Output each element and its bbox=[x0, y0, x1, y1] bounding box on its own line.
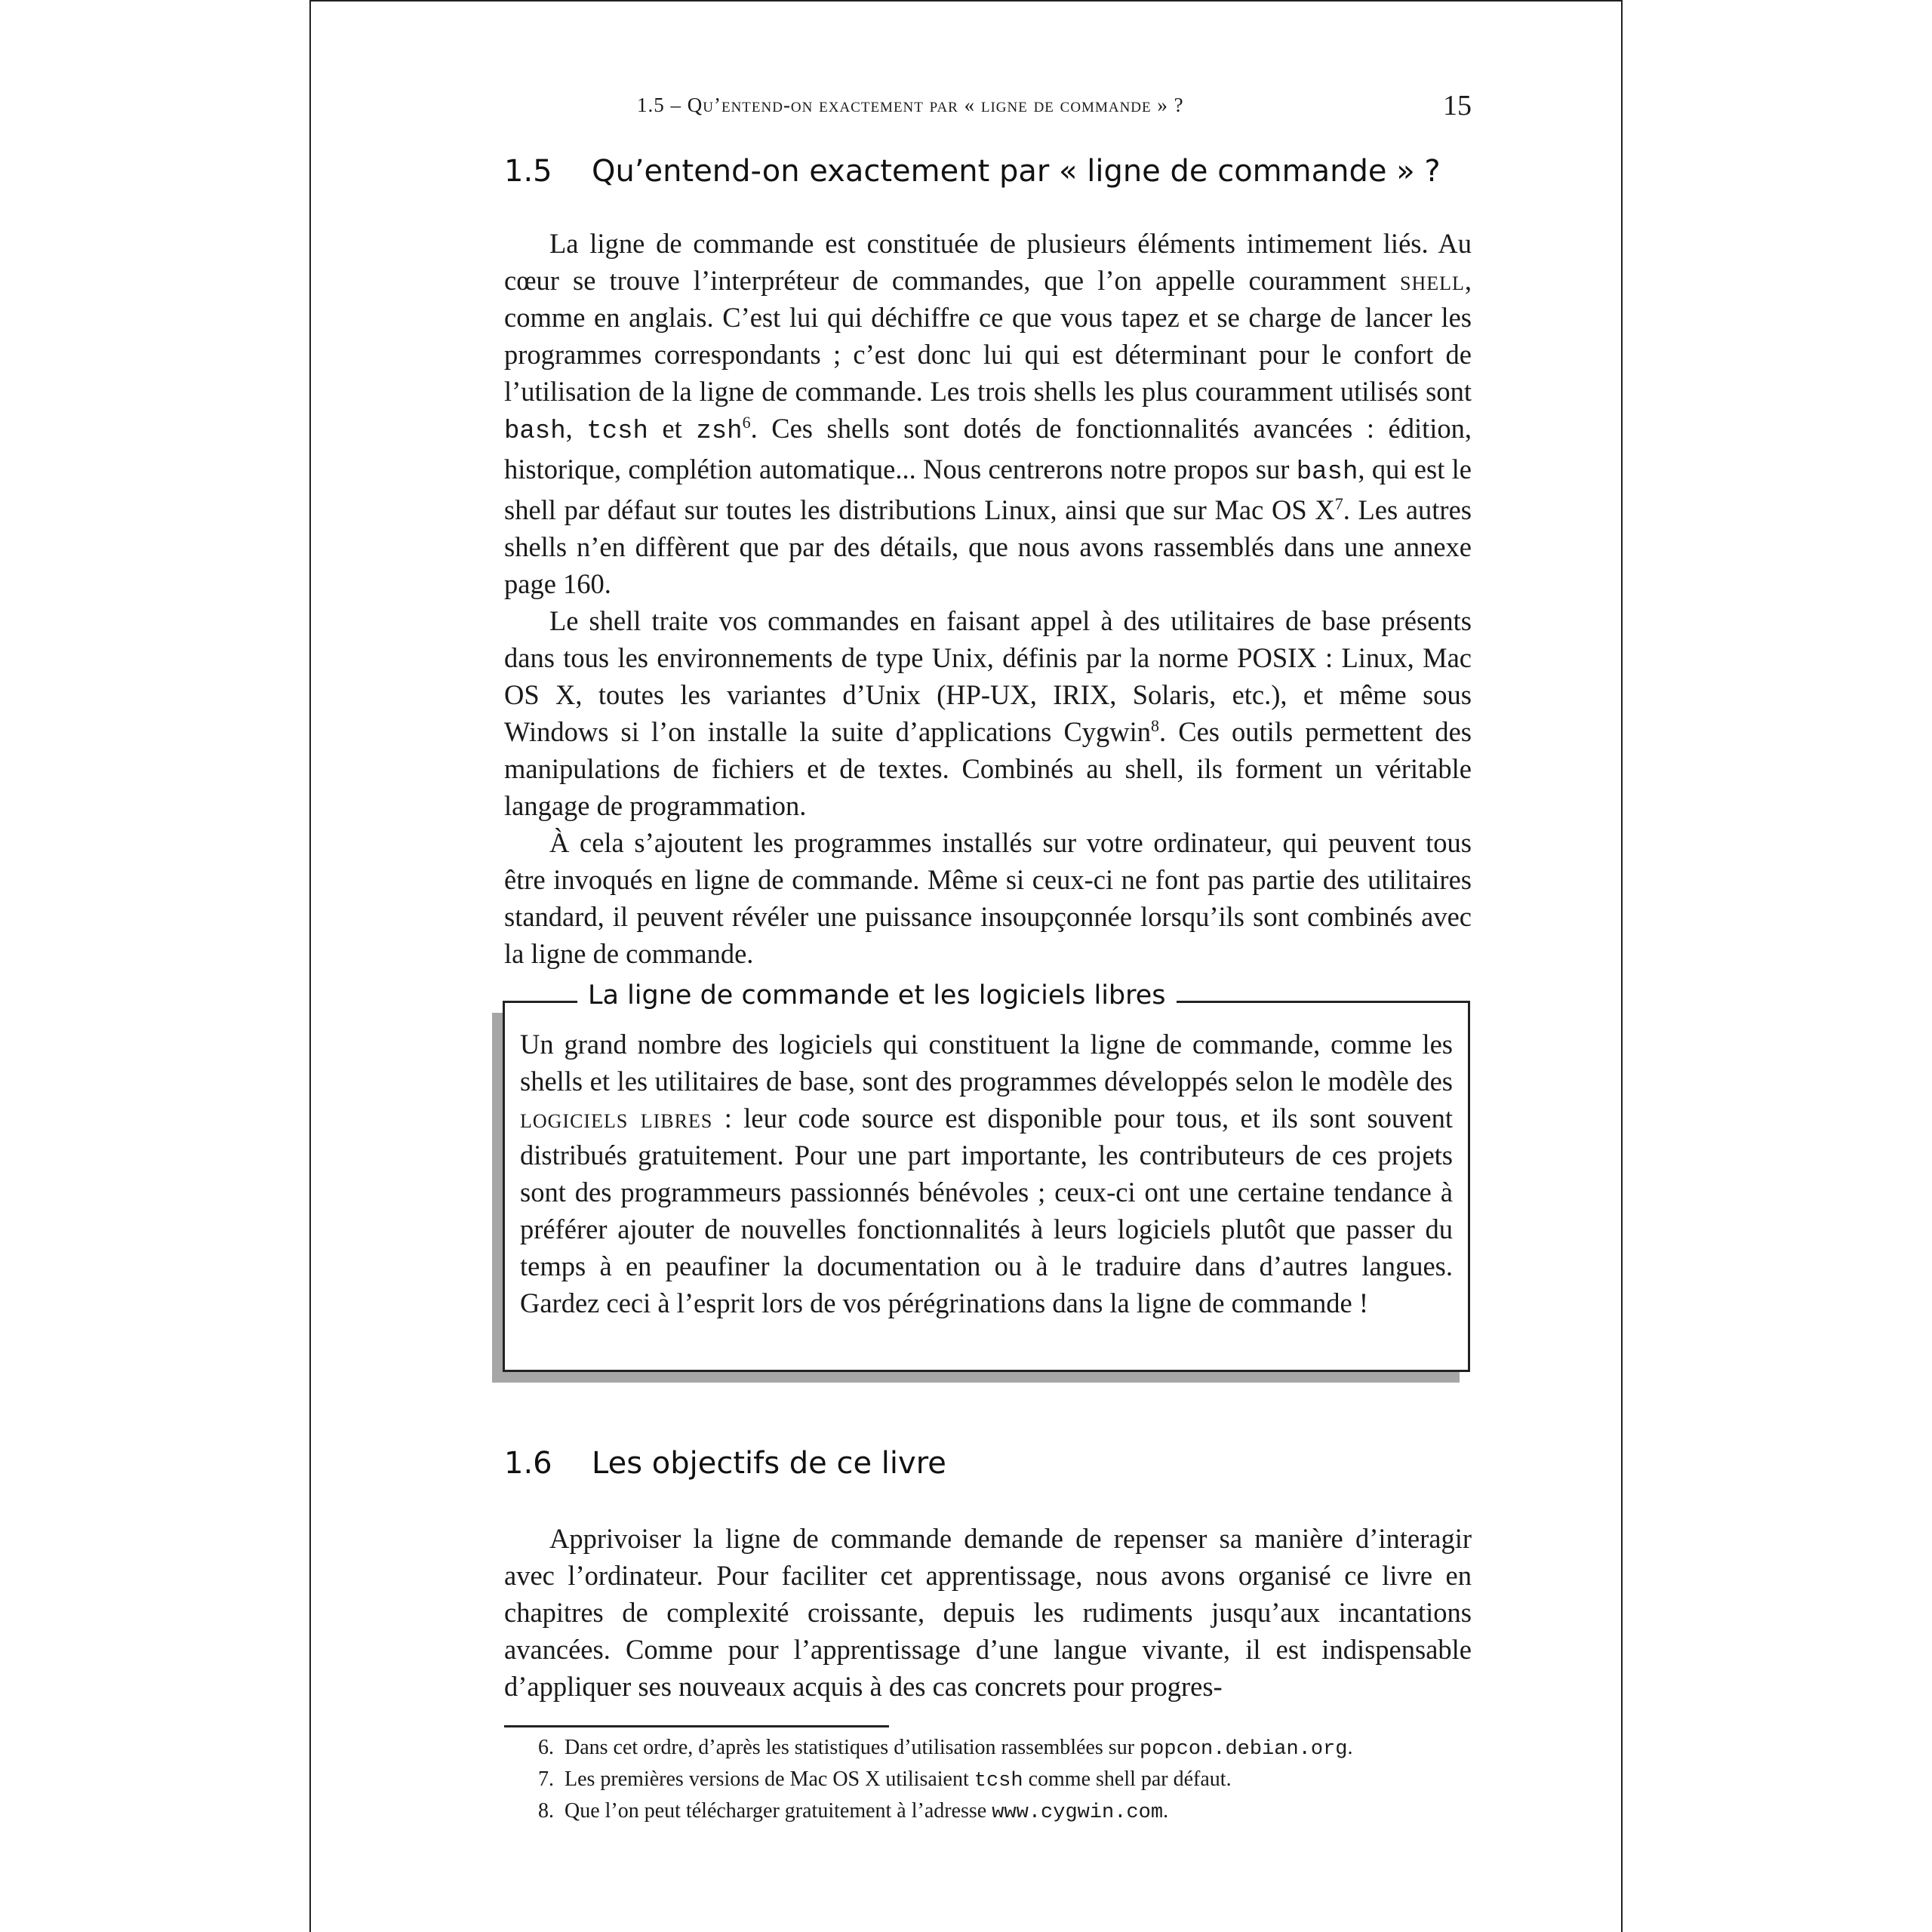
text-run: et bbox=[648, 413, 697, 444]
paragraph: Apprivoiser la ligne de commande demande de repenser sa manière d’interagir avec l’ordinateur. Pour faciliter cet apprentissage, nous avons organisé ce livre en chapitres de complexité croissante, depuis les rudiments jusqu’aux incantations avancées. Comme pour l’apprentissage d’une langue vivante, il est indispensable d’appliquer ses nouveaux acquis à des cas concrets pour progres- bbox=[504, 1523, 1472, 1702]
page-number: 15 bbox=[1443, 90, 1472, 122]
section-1-6-body bbox=[504, 1520, 1472, 1705]
box-paragraph bbox=[520, 1026, 1453, 1321]
running-head bbox=[637, 89, 1472, 125]
code-bash: bash bbox=[504, 417, 566, 446]
section-number: 1.5 bbox=[504, 154, 552, 189]
footnote-7 bbox=[519, 1764, 1472, 1796]
footnote-ref-6[interactable]: 6 bbox=[742, 412, 751, 432]
footnote-6 bbox=[519, 1733, 1472, 1764]
text-run: , bbox=[565, 413, 587, 444]
text-run: , qui est le shell par défaut sur toutes les distributions Linux, ainsi que sur Mac OS X bbox=[504, 454, 1472, 525]
text-run: Le shell traite vos commandes en faisant appel à des utilitaires de base présents dans tous les environnements de type Unix, définis par la norme POSIX : Linux, Mac OS X, toutes les variantes d’Unix (HP-UX, IRIX, Solaris, etc.), et même sous Windows si l’on installe la suite d’applications Cygwin bbox=[504, 605, 1472, 747]
text-run: . Les autres shells n’en diffèrent que par des détails, que nous avons rassemblés dans une annexe page 160. bbox=[504, 494, 1472, 599]
term-shell: shell bbox=[1399, 265, 1465, 296]
text-run: , comme en anglais. C’est lui qui déchiffre ce que vous tapez et se charge de lancer les programmes correspondants ; c’est donc lui qui est déterminant pour le confort de l’utilisation de la ligne de commande. Les trois shells les plus couramment utilisés sont bbox=[504, 265, 1472, 407]
code-tcsh: tcsh bbox=[586, 417, 648, 446]
box-title: La ligne de commande et les logiciels libres bbox=[577, 980, 1177, 1011]
text-run: Un grand nombre des logiciels qui constituent la ligne de commande, comme les shells et les utilitaires de base, sont des programmes développés selon le modèle des bbox=[520, 1029, 1453, 1097]
footnote-text: Que l’on peut télécharger gratuitement à l’adresse bbox=[565, 1799, 992, 1823]
text-run: La ligne de commande est constituée de plusieurs éléments intimement liés. Au cœur se trouve l’interpréteur de commandes, que l’on appelle couramment bbox=[504, 228, 1472, 296]
text-run: . Ces outils permettent des manipulations de fichiers et de textes. Combinés au shell, ils forment un véritable langage de programmation. bbox=[504, 716, 1472, 821]
code-bash: bash bbox=[1296, 458, 1358, 487]
section-title: Les objectifs de ce livre bbox=[592, 1446, 946, 1481]
section-heading-1-5 bbox=[504, 154, 1441, 189]
paragraph bbox=[504, 602, 1472, 824]
term-logiciels-libres: logiciels libres bbox=[520, 1103, 713, 1134]
footnote-ref-7[interactable]: 7 bbox=[1334, 494, 1343, 513]
footnote-url[interactable]: popcon.debian.org bbox=[1140, 1738, 1348, 1761]
footnotes bbox=[519, 1733, 1472, 1828]
footnote-text: Les premières versions de Mac OS X utilisaient bbox=[565, 1767, 974, 1791]
footnote-ref-8[interactable]: 8 bbox=[1151, 715, 1160, 735]
code-zsh: zsh bbox=[696, 417, 743, 446]
section-heading-1-6 bbox=[504, 1446, 946, 1481]
footnote-8 bbox=[519, 1796, 1472, 1828]
footnote-url[interactable]: www.cygwin.com bbox=[992, 1801, 1164, 1824]
footnote-number: 8. bbox=[538, 1799, 554, 1823]
section-title: Qu’entend-on exactement par « ligne de commande » ? bbox=[592, 154, 1441, 189]
footnote-text: . bbox=[1347, 1736, 1353, 1759]
section-1-5-body bbox=[504, 225, 1472, 972]
footnote-code: tcsh bbox=[974, 1770, 1023, 1792]
footnote-text: Dans cet ordre, d’après les statistiques d’utilisation rassemblées sur bbox=[565, 1736, 1140, 1759]
paragraph: À cela s’ajoutent les programmes installés sur votre ordinateur, qui peuvent tous être invoqués en ligne de commande. Même si ceux-ci ne font pas partie des utilitaires standard, il peuvent révéler une puissance insoupçonnée lorsqu’ils sont combinés avec la ligne de commande. bbox=[504, 827, 1472, 969]
running-head-title: 1.5 – Qu’entend-on exactement par « ligne de commande » ? bbox=[637, 94, 1184, 116]
paragraph bbox=[504, 225, 1472, 602]
footnote-number: 7. bbox=[538, 1767, 554, 1791]
box-body bbox=[520, 1026, 1453, 1321]
text-run: . Ces shells sont dotés de fonctionnalités avancées : édition, historique, complétion automatique... Nous centrerons notre propos sur bbox=[504, 413, 1472, 485]
section-number: 1.6 bbox=[504, 1446, 552, 1481]
text-run: : leur code source est disponible pour tous, et ils sont souvent distribués gratuitement. Pour une part importante, les contributeurs de ces projets sont des programmeurs passionnés bénévoles ; ceux-ci ont une certaine tendance à préférer ajouter de nouvelles fonctionnalités à leurs logiciels plutôt que passer du temps à en peaufiner la documentation ou à le traduire dans d’autres langues. Gardez ceci à l’esprit lors de vos pérégrinations dans la ligne de commande ! bbox=[520, 1103, 1453, 1318]
sidebar-box bbox=[503, 980, 1470, 1372]
footnote-text: comme shell par défaut. bbox=[1023, 1767, 1232, 1791]
footnote-number: 6. bbox=[538, 1736, 554, 1759]
footnote-text: . bbox=[1163, 1799, 1169, 1823]
footnote-rule bbox=[504, 1725, 889, 1727]
